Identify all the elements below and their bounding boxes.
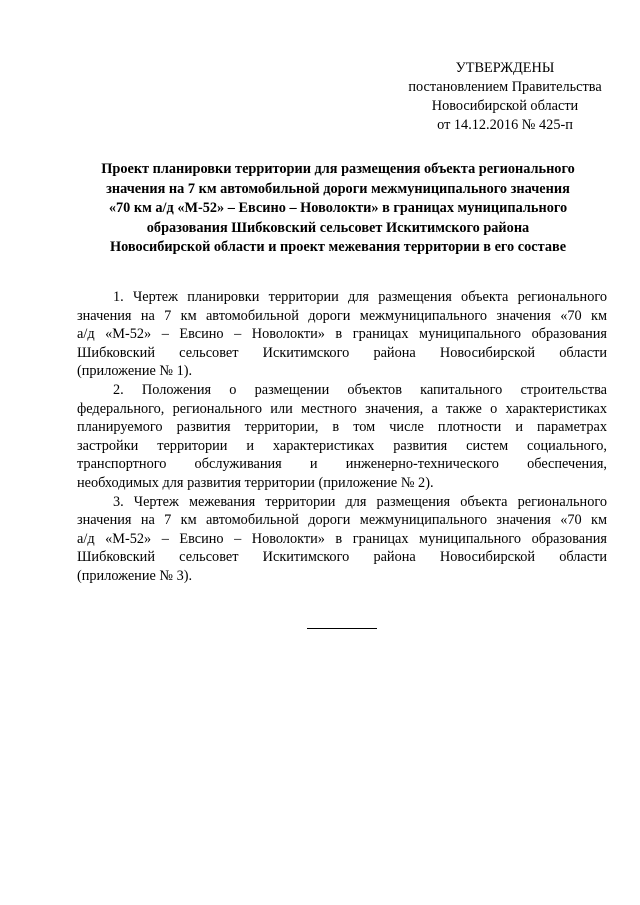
title-line: значения на 7 км автомобильной дороги межмуниципального значения [106,180,570,197]
title-line: «70 км а/д «М-52» – Евсино – Новолокти» в границах муниципального [108,200,568,217]
item-line: Шибковский сельсовет Искитимского района Новосибирской области [77,344,607,361]
item-line: Шибковский сельсовет Искитимского района Новосибирской области [77,549,607,566]
appendix-item-3 [77,493,607,586]
item-line: 1. Чертеж планировки территории для размещения объекта регионального [113,289,607,305]
item-line: а/д «М-52» – Евсино – Новолокти» в границах муниципального образования [77,326,607,343]
item-line: (приложение № 1). [77,363,193,380]
item-line: значения на 7 км автомобильной дороги межмуниципального значения «70 км [77,307,607,324]
closing-divider [307,628,377,629]
document-title [60,160,616,258]
approval-decree: постановлением Правительства [408,79,602,95]
item-line: значения на 7 км автомобильной дороги межмуниципального значения «70 км [77,512,607,529]
appendix-item-1 [77,288,607,381]
item-line: федерального, регионального или местного значения, а также о характеристиках [77,400,607,417]
item-line: необходимых для развития территории (приложение № 2). [77,474,434,491]
title-line: Новосибирской области и проект межевания территории в его составе [109,239,567,256]
approval-region: Новосибирской области [431,98,579,114]
item-line: а/д «М-52» – Евсино – Новолокти» в границах муниципального образования [77,530,607,547]
title-line: Проект планировки территории для размещения объекта регионального [101,161,575,177]
item-line: 2. Положения о размещении объектов капитального строительства [113,381,607,398]
title-line: образования Шибковский сельсовет Искитимского района [146,219,530,236]
appendix-list [77,288,607,586]
approval-date-number: от 14.12.2016 № 425-п [437,117,573,133]
appendix-item-2 [77,381,607,493]
item-line: транспортного обслуживания и инженерно-технического обеспечения, [77,456,607,473]
item-line: застройки территории и характеристиках развития систем социального, [77,437,607,454]
approval-heading: УТВЕРЖДЕНЫ [455,60,555,76]
item-line: (приложение № 3). [77,567,193,584]
item-line: 3. Чертеж межевания территории для размещения объекта регионального [113,493,607,510]
approval-block [392,59,618,135]
item-line: планируемого развития территории, в том числе плотности и параметрах [77,419,607,436]
